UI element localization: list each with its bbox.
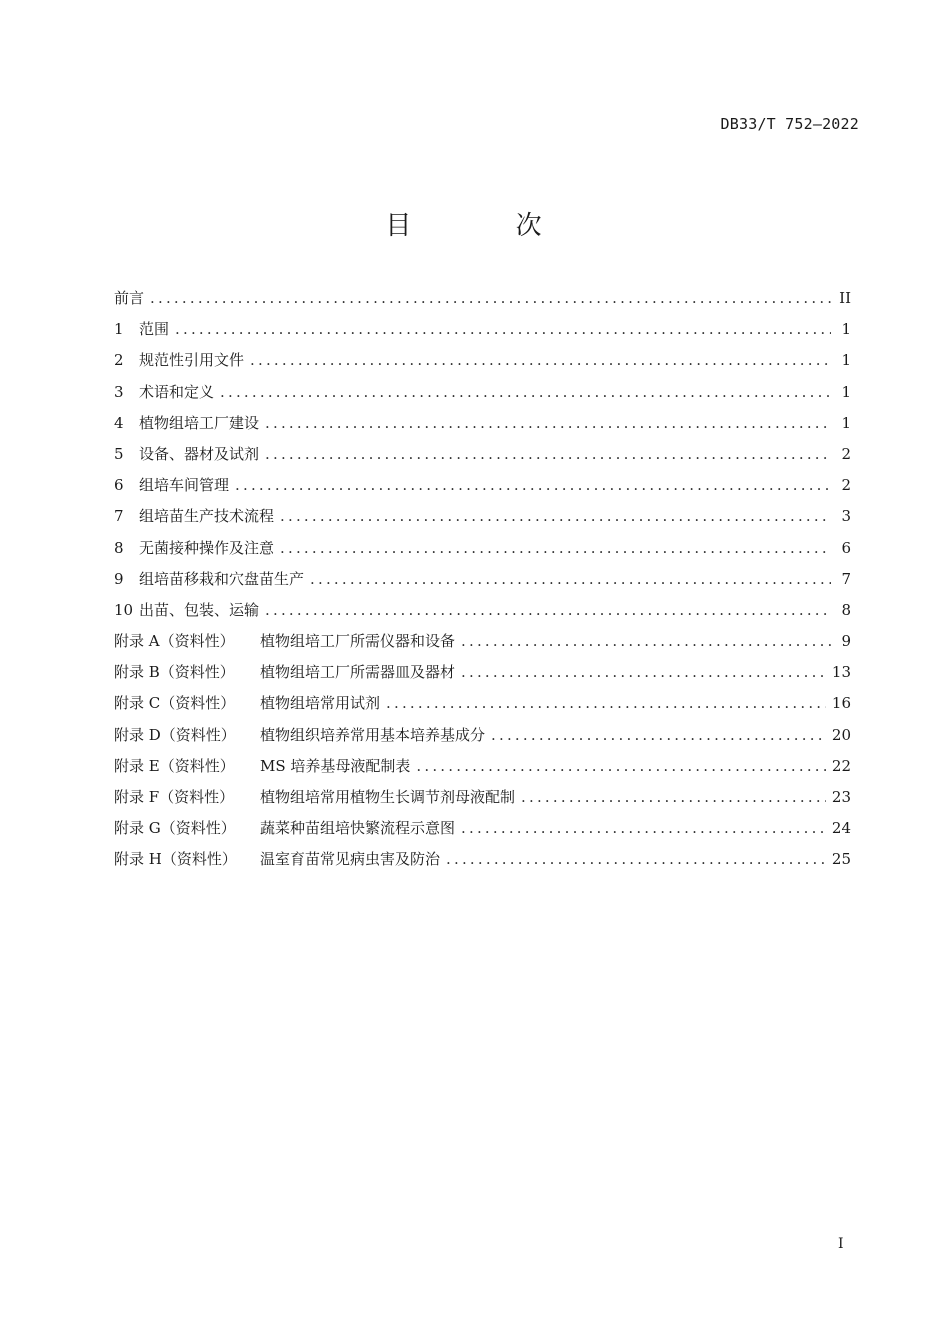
toc-entry-foreword[interactable] xyxy=(114,283,851,314)
toc-entry-3[interactable] xyxy=(114,377,851,408)
toc-entry-page: 1 xyxy=(841,382,851,401)
toc-annex-tag: 附录 E（资料性） xyxy=(114,756,235,775)
toc-dot-leader xyxy=(250,345,831,376)
toc-annex-a[interactable] xyxy=(114,626,851,657)
toc-annex-label: 植物组培常用植物生长调节剂母液配制 xyxy=(260,788,516,806)
toc-entry-number: 4 xyxy=(114,413,124,432)
toc-entry-label: 组培苗生产技术流程 xyxy=(139,507,275,526)
toc-entry-7[interactable] xyxy=(114,501,851,532)
toc-entry-10[interactable] xyxy=(114,595,851,626)
toc-entry-2[interactable] xyxy=(114,345,851,376)
toc-entry-5[interactable] xyxy=(114,439,851,470)
toc-annex-tag: 附录 F（资料性） xyxy=(114,788,235,806)
toc-dot-leader xyxy=(150,283,831,314)
document-code: DB33/T 752—2022 xyxy=(720,115,859,133)
toc-entry-label: 植物组培工厂建设 xyxy=(139,413,260,432)
toc-entry-label: 出苗、包装、运输 xyxy=(139,600,260,619)
toc-annex-page: 9 xyxy=(841,632,851,651)
toc-entry-4[interactable] xyxy=(114,408,851,439)
toc-dot-leader xyxy=(220,377,831,408)
toc-annex-tag: 附录 G（资料性） xyxy=(114,819,236,838)
toc-entry-label: 前言 xyxy=(114,289,145,307)
toc-entry-number: 5 xyxy=(114,444,124,463)
toc-dot-leader xyxy=(265,408,831,439)
toc-entry-page: 1 xyxy=(841,320,851,339)
toc-entry-page: 3 xyxy=(841,507,851,526)
toc-entry-page: 8 xyxy=(841,600,851,619)
toc-annex-label: 植物组培工厂所需仪器和设备 xyxy=(260,632,456,651)
toc-entry-label: 范围 xyxy=(139,320,170,339)
toc-entry-page: 1 xyxy=(841,351,851,370)
toc-entry-number: 7 xyxy=(114,507,124,526)
toc-annex-page: 24 xyxy=(831,819,851,838)
toc-annex-tag: 附录 D（资料性） xyxy=(114,725,236,744)
toc-entry-label: 规范性引用文件 xyxy=(139,351,245,370)
toc-dot-leader xyxy=(491,720,826,751)
toc-annex-page: 16 xyxy=(831,694,851,713)
toc-annex-h[interactable] xyxy=(114,844,851,875)
toc-entry-label: 组培苗移栽和穴盘苗生产 xyxy=(139,569,305,588)
toc-annex-page: 23 xyxy=(831,788,851,806)
toc-entry-page: 2 xyxy=(841,444,851,463)
toc-annex-label: 植物组培工厂所需器皿及器材 xyxy=(260,663,456,682)
toc-annex-b[interactable] xyxy=(114,657,851,688)
toc-entry-number: 8 xyxy=(114,538,124,557)
toc-dot-leader xyxy=(461,657,826,688)
toc-entry-number: 1 xyxy=(114,320,124,339)
toc-annex-label: 植物组织培养常用基本培养基成分 xyxy=(260,725,486,744)
toc-entry-1[interactable] xyxy=(114,314,851,345)
toc-annex-page: 22 xyxy=(831,756,851,775)
toc-dot-leader xyxy=(265,595,831,626)
toc-annex-d[interactable] xyxy=(114,720,851,751)
toc-entry-label: 设备、器材及试剂 xyxy=(139,444,260,463)
toc-annex-tag: 附录 H（资料性） xyxy=(114,850,237,869)
toc-entry-label: 组培车间管理 xyxy=(139,476,230,495)
toc-entry-page: 1 xyxy=(841,413,851,432)
toc-annex-e[interactable] xyxy=(114,751,851,782)
toc-dot-leader xyxy=(446,844,826,875)
toc-dot-leader xyxy=(280,501,831,532)
toc-annex-label: 蔬菜种苗组培快繁流程示意图 xyxy=(260,819,456,838)
toc-dot-leader xyxy=(235,470,831,501)
toc-annex-g[interactable] xyxy=(114,813,851,844)
toc-dot-leader xyxy=(310,564,831,595)
toc-entry-number: 6 xyxy=(114,476,124,495)
toc-annex-label: 植物组培常用试剂 xyxy=(260,694,381,713)
page-number: I xyxy=(838,1236,844,1252)
toc-entry-9[interactable] xyxy=(114,564,851,595)
toc-annex-tag: 附录 C（资料性） xyxy=(114,694,236,713)
toc-entry-6[interactable] xyxy=(114,470,851,501)
toc-entry-number: 9 xyxy=(114,569,124,588)
toc-annex-f[interactable] xyxy=(114,782,851,813)
toc-entry-8[interactable] xyxy=(114,533,851,564)
toc-annex-page: 20 xyxy=(831,725,851,744)
toc-annex-label: MS 培养基母液配制表 xyxy=(260,756,411,775)
toc-entry-number: 3 xyxy=(114,382,124,401)
toc-dot-leader xyxy=(521,782,826,813)
toc-title: 目 次 xyxy=(385,211,590,241)
table-of-contents xyxy=(114,283,851,876)
toc-annex-page: 13 xyxy=(831,663,851,682)
toc-entry-number: 2 xyxy=(114,351,124,370)
toc-dot-leader xyxy=(175,314,831,345)
toc-dot-leader xyxy=(386,688,826,719)
toc-dot-leader xyxy=(265,439,831,470)
toc-entry-label: 无菌接种操作及注意 xyxy=(139,538,275,557)
toc-dot-leader xyxy=(280,533,831,564)
toc-dot-leader xyxy=(461,626,831,657)
toc-entry-page: 6 xyxy=(841,538,851,557)
toc-entry-page: II xyxy=(839,289,851,307)
toc-annex-page: 25 xyxy=(831,850,851,869)
toc-entry-label: 术语和定义 xyxy=(139,382,215,401)
toc-annex-label: 温室育苗常见病虫害及防治 xyxy=(260,850,441,869)
toc-annex-c[interactable] xyxy=(114,688,851,719)
toc-entry-number: 10 xyxy=(114,600,134,619)
toc-entry-page: 2 xyxy=(841,476,851,495)
toc-entry-page: 7 xyxy=(841,569,851,588)
toc-annex-tag: 附录 B（资料性） xyxy=(114,663,235,682)
toc-annex-tag: 附录 A（资料性） xyxy=(114,632,235,651)
toc-dot-leader xyxy=(416,751,826,782)
toc-dot-leader xyxy=(461,813,826,844)
